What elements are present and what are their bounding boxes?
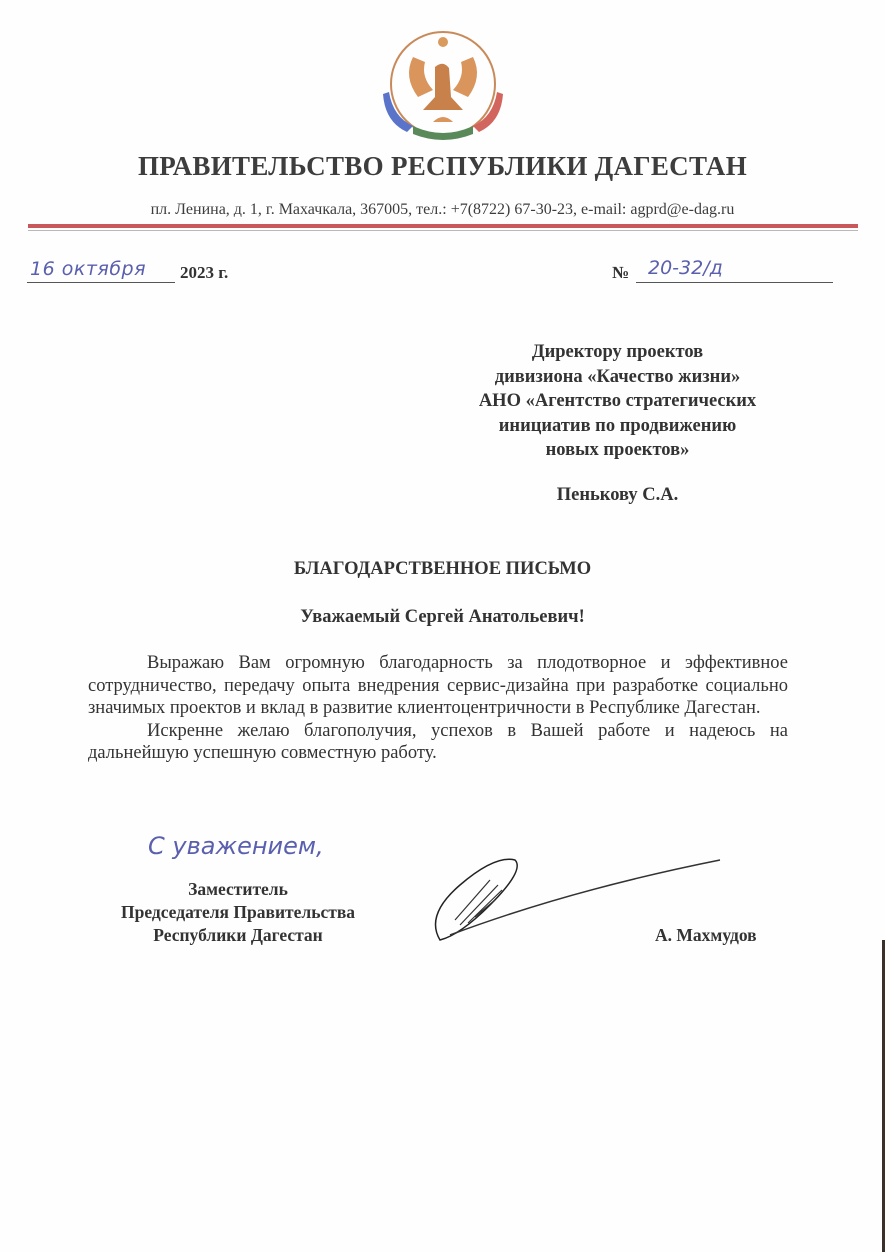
date-handwritten: 16 октября bbox=[30, 258, 147, 280]
number-label: № bbox=[612, 263, 630, 282]
signer-position bbox=[88, 878, 388, 947]
addressee-line: Директору проектов bbox=[531, 342, 704, 362]
signer-position-line: Председателя Правительства bbox=[120, 902, 356, 922]
addressee-block bbox=[440, 340, 795, 463]
closing-handwritten: С уважением, bbox=[148, 832, 324, 860]
number-handwritten: 20-32/д bbox=[648, 257, 723, 279]
body-paragraph: Искренне желаю благополучия, успехов в Вашей работе и надеюсь на дальнейшую успешную совместную работу. bbox=[88, 720, 788, 763]
letterhead-divider bbox=[28, 224, 858, 228]
document-title: БЛАГОДАРСТВЕННОЕ ПИСЬМО bbox=[293, 559, 592, 579]
signer-position-line: Республики Дагестан bbox=[153, 925, 323, 945]
date-year: 2023 г. bbox=[180, 263, 229, 282]
signer-position-line: Заместитель bbox=[188, 879, 288, 899]
organization-address: пл. Ленина, д. 1, г. Махачкала, 367005, тел.: +7(8722) 67-30-23, e-mail: agprd@e-dag.ru bbox=[150, 201, 735, 218]
organization-title: ПРАВИТЕЛЬСТВО РЕСПУБЛИКИ ДАГЕСТАН bbox=[137, 151, 748, 181]
letterhead-divider-thin bbox=[28, 230, 858, 231]
addressee-line: АНО «Агентство стратегических bbox=[478, 391, 757, 411]
addressee-line: инициатив по продвижению bbox=[498, 415, 737, 436]
addressee-line: новых проектов» bbox=[545, 440, 690, 460]
addressee-name: Пенькову С.А. bbox=[556, 485, 679, 505]
salutation: Уважаемый Сергей Анатольевич! bbox=[300, 607, 585, 627]
body-paragraph: Выражаю Вам огромную благодарность за плодотворное и эффективное сотрудничество, передачу опыта внедрения сервис-дизайна при разработке социально значимых проектов и вклад в развитие клиентоцентричности в Республике Дагестан. bbox=[88, 653, 788, 718]
letter-body bbox=[88, 652, 788, 765]
addressee-line: дивизиона «Качество жизни» bbox=[494, 366, 741, 387]
coat-of-arms-icon bbox=[373, 22, 513, 147]
signer-name: А. Махмудов bbox=[655, 925, 757, 945]
